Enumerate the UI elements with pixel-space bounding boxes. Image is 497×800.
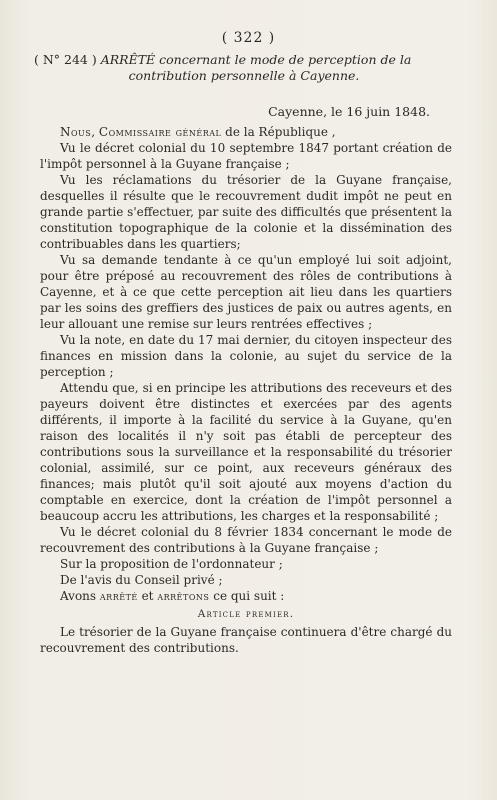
paragraph-attendu: Attendu que, si en principe les attributions des receveurs et des payeurs doivent être distinctes et exercées par des agents différents, il importe à la facilité du service à la Guyane, qu'en raison des localités il n'y soit pas établi de percepteur des contributions sous la surveillance et la responsabilité du trésorier colonial, assimilé, sur ce point, aux receveurs généraux des finances; mais plutôt qu'il soit ajouté aux moyens d'action du comptable en exercice, dont la création de l'impôt personnel a beaucoup accru les attributions, les charges et la responsabilité ; [40, 381, 452, 523]
decree-et: et [141, 589, 154, 603]
decree-arrete: arrêté [99, 589, 138, 603]
paragraph-vu-decret-1847: Vu le décret colonial du 10 septembre 1847 portant création de l'impôt personnel à la Guyane française ; [40, 141, 452, 171]
date-line: Cayenne, le 16 juin 1848. [268, 104, 430, 119]
paragraph-vu-note: Vu la note, en date du 17 mai dernier, du citoyen inspecteur des finances en mission dans la colonie, au sujet du service de la perception ; [40, 333, 452, 379]
paragraph-vu-decret-1834: Vu le décret colonial du 8 février 1834 concernant le mode de recouvrement des contributions à la Guyane française ; [40, 525, 452, 555]
article-text: Le trésorier de la Guyane française continuera d'être chargé du recouvrement des contributions. [40, 625, 452, 655]
paragraph-avis: De l'avis du Conseil privé ; [60, 573, 223, 587]
opening-rest: de la République , [225, 125, 336, 139]
decree-number: ( N° 244 ) [34, 52, 97, 67]
page-number: ( 322 ) [221, 30, 276, 46]
decree-title-line2: contribution personnelle à Cayenne. [128, 68, 360, 83]
paragraph-vu-demande: Vu sa demande tendante à ce qu'un employé lui soit adjoint, pour être préposé au recouvrement des rôles de contributions à Cayenne, et à ce que cette perception ait lieu dans les quartiers par les soins des greffiers des justices de paix ou autres agents, en leur allouant une remise sur leurs rentrées effectives ; [40, 253, 452, 331]
decree-title-line1: ARRÊTÉ concernant le mode de perception de la [100, 52, 412, 67]
article-heading: Article premier. [197, 608, 295, 620]
decree-rest: ce qui suit : [213, 589, 285, 603]
paragraph-proposition: Sur la proposition de l'ordonnateur ; [60, 557, 283, 571]
paragraph-vu-reclamations: Vu les réclamations du trésorier de la Guyane française, desquelles il résulte que le recouvrement dudit impôt ne peut en grande partie s'effectuer, par suite des difficultés que présentent la constitution topographique de la colonie et la dissémination des contribuables dans les quartiers; [40, 173, 452, 251]
opening-line: Nous, Commissaire général de la République , [60, 125, 336, 139]
opening-nous: Nous [60, 125, 92, 139]
decree-heading [34, 52, 454, 84]
decree-body [40, 124, 452, 656]
decree-formula [40, 588, 452, 604]
decree-arretons: arrêtons [157, 589, 210, 603]
decree-avons: Avons [60, 589, 97, 603]
opening-title: Commissaire général [98, 125, 222, 139]
